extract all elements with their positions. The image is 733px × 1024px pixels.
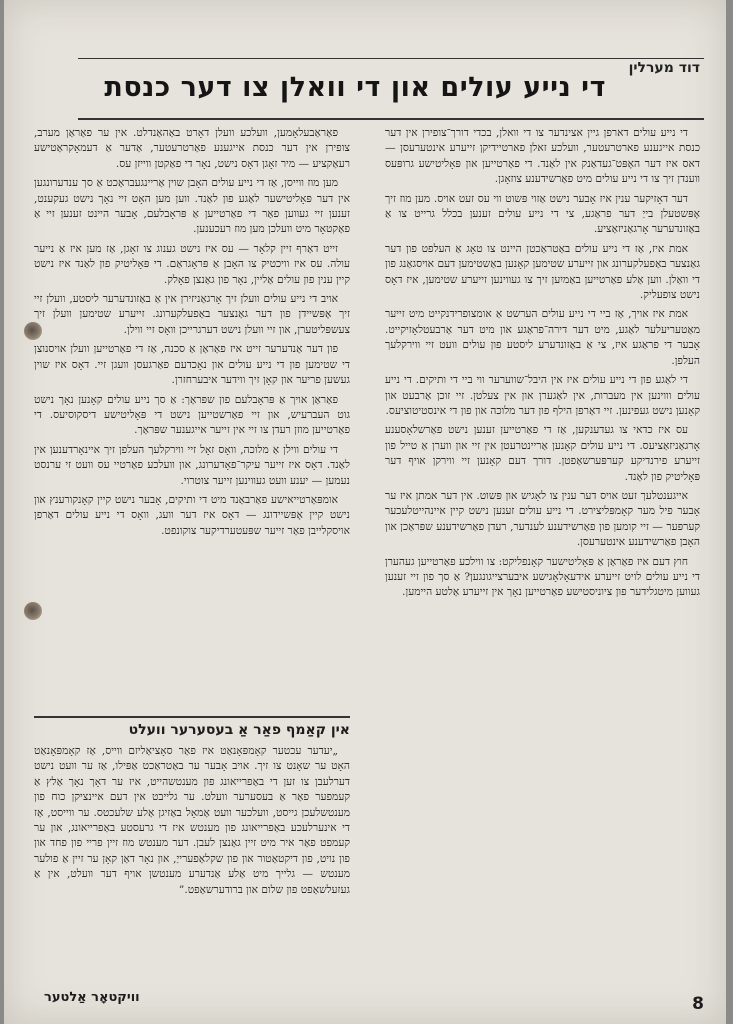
newspaper-page: [4, 0, 726, 1024]
paragraph: אמת איז, אַז די נייע עולים באַטראַכטן היינט צו טאָג אַ העלפט פון דער גאַנצער באַפעלקערונג און זייערע שטימען קאָנען באַשטימען דעם אויסגאַנג פון די וואַלן. ווען אַלע פאַרטייען באַמיִען זיך צו געווינען זייערע שטימען, איז דאָס נישט צופעליק.: [385, 242, 700, 302]
section-divider: [34, 716, 350, 718]
author-name: דוד מערלין: [628, 60, 700, 76]
punch-hole: [24, 322, 42, 340]
right-text-column: [385, 126, 700, 984]
paragraph: די לאַגע פון די נייע עולים איז אין היבל־שווערער ווי ביי די ותיקים. די נייע עולים וווינען אין מעברות, אין לאַגערן און אין צעלטן. זיי זוכן אַרבעט און קאָנען נישט געפינען. זיי דאַרפן הילף פון דער מלוכה און פון די אינסטיטוציעס.: [385, 374, 700, 417]
sidebar-article-body: [34, 744, 350, 994]
header-bottom-rule: [78, 118, 704, 120]
paragraph: דער דאָזיקער ענין איז אָבער נישט אַזוי פּשוט ווי עס זעט אויס. מען מוז זיך אָפּשטעלן בייַ דער פראַגע, צי די נייע עולים זענען בכלל גרייט צו אַ באַזונדערער אָרגאַניזאַציע.: [385, 192, 700, 236]
sidebar-article-signature: וויקטאָר אַלטער: [44, 990, 140, 1005]
paragraph: מען מוז ווייסן, אַז די נייע עולים האָבן שוין אַריינגעבראַכט אַ סך ענדערונגען אין דער פּאָליטישער לאַגע פון לאַנד. ווען מען האָט זיי נאָך נישט געקענט, זענען זיי געווען פאַר די פאַרטייען אַ פּראָבלעם, אָבער היינט זענען זיי אַ פאַקטאָר מיט וועלכן מען מוז רעכענען.: [34, 177, 350, 236]
paragraph: די עולים ווילן אַ מלוכה, וואָס זאָל זיי ווירקלעך העלפן זיך איינאָרדענען אין לאַנד. דאָס איז זייער עיקר־פאָדערונג, און וועלכע פאַרטיי עס וועט זי ערנסט נעמען — יענע וועט געווינען זייער צוטרוי.: [34, 443, 350, 487]
paragraph: עס איז כדאי צו געדענקען, אַז די פאַרטייען זענען נישט פאַרשלאָסענע אָרגאַניזאַציעס. די נייע עולים קאָנען אַריינטרעטן אין זיי און ווערן אַ טייל פון זייערע פירנדיקע קערפּערשאַפטן. דורך דעם קאָנען זיי ווירקן אויף דער פּאָליטיק פון לאַנד.: [385, 424, 700, 483]
left-text-column: [34, 126, 350, 712]
sidebar-article-title: אין קאַמף פאַר אַ בעסערער וועלט: [128, 722, 350, 738]
paragraph: אייגענטלעך זעט אויס דער ענין צו לאָגיש און פּשוט. אין דער אמתן איז ער אָבער פיל מער קאָמפּליצירט. די נייע עולים זענען נישט קיין איינהייטלעכער קערפּער — זיי קומען פון פאַרשידענע לענדער, רעדן פאַרשידענע שפּראַכן און האָבן פאַרשידענע אינטערעסן.: [385, 489, 700, 549]
punch-hole: [24, 602, 42, 620]
paragraph: פאַראַן אויך אַ פּראָבלעם פון שפּראַך: אַ סך נייע עולים קאָנען נאָך נישט גוט העברעיש, און זיי פאַרשטייען נישט די פּאָליטישע דיסקוסיעס. די פאַרטייען מוזן רעדן צו זיי אין זייער אייגענער שפּראַך.: [34, 393, 350, 437]
sidebar-paragraph: „יעדער עכטער קאָמפּאָנאַט איז פאַר סאָציאַליזם ווייס, אַז קאָמפּאָנאַט האָט ער שאָנט צו זיך. אויב אָבער ער באַטראַכט אַפּילו, אַז ער וועט נישט דערלעבן צו זען די באַפרייאונג פון מענטשהייט, איז ער דאָך נאָך אַלץ אַ קעמפער פאַר אַ בעסערער וועלט. ער גלייבט אין דעם איינציקן כוח פון מענטשלעכן גייסט, וועלכער וועט אַמאָל באַזיגן אַלע שלעכטס. ער ווייסט, אַז די אינערלעכע באַפרייאונג פון מענטש איז די גרעסטע באַפרייאונג, און ער קעמפט פאַר איר מיט זיין גאַנצן לעבן. דער מענטש מוז זיין פריי פון פחד און פון נויט, פון דיקטאַטור און פון שקלאַפערייַ, און נאָר דאַן קאָן ער זיין אַ פולער מענטש — גלייך מיט אַלע אַנדערע מענטשן אויף דער וועלט, אין אַ געזעלשאַפט פון שלום און ברודערשאַפט.”: [34, 745, 350, 896]
paragraph: פון דער אַנדערער זייט איז פאַראַן אַ סכנה, אַז די פאַרטייען וועלן אויסנוצן די שטימען פון די נייע עולים און נאָכדעם פאַרגעסן וועגן זיי. דאָס איז שוין געשען פריער און קאָן זיך ווידער איבערחזרן.: [34, 343, 350, 387]
paragraph: אויב די נייע עולים וועלן זיך אָרגאַניזירן אין אַ באַזונדערער ליסטע, וועלן זיי זיך אָפּשיידן פון דער גאַנצער באַפעלקערונג. זייערע שטימען וועלן זיך צעשפּליטערן, און זיי וועלן נישט דערגרייכן וואָס זיי ווילן.: [34, 293, 350, 336]
paragraph: זייט דאַרף זיין קלאָר — עס איז נישט גענוג צו זאָגן, אַז מען איז אַ נייער עולה. עס איז וויכטיק צו האָבן אַ פּראָגראַם. די פּאָליטיק פון לאַנד איז נישט קיין ענין פון עולים אַליין, נאָר פון גאַנצן פאָלק.: [34, 242, 350, 286]
paragraph: אמת איז אויך, אַז ביי די נייע עולים הערשט אַ אומצופרידנקייט מיט זייער מאַטעריעלער לאַגע, מיט דער דירה־פראַגע און מיט דער אַרבעטלאָזיקייט. אָבער די פראַגע איז, צי אַ באַזונדערע ליסטע פון עולים וועט זיי ווירקלעך העלפן.: [385, 308, 700, 367]
paragraph: פאַראַבעלאָמען, וועלכע וועלן דאָרט באַהאַנדלט. אין ער פאַראַן מערב, צופירן אין דער כנסת אייגענע פאַרטרעטער, אַדער אַ דעמאָקראַטישע רעאַקציע — מיר זאָגן דאָס נישט, נאָר די פאַקטן ווייזן עס.: [34, 127, 350, 170]
header-top-rule: [78, 58, 704, 59]
page-number: 8: [692, 994, 704, 1014]
article-headline: די נייע עולים און די וואלן צו דער כנסת: [104, 72, 606, 103]
paragraph: חוץ דעם איז פאַראַן אַ פּאָליטישער קאָנפליקט: צו ווילכע פאַרטייען געהערן די נייע עולים לויט זייערע אידעאָלאָגישע איבערצייגונגען? אַ סך פון זיי זענען געווען מיטגלידער פון ציוניסטישע פאַרטייען נאָך אין זייערע אַלטע היימען.: [385, 555, 700, 599]
paragraph: די נייע עולים דארפן גיין אצינדער צו די וואלן, בכדי דורך־צופירן אין דער כנסת אייגענע פארטרעטער, וועלכע זאלן פארטיידיקן זייערע אינטערעסן — דאס איז דער האָפּט־געדאַנק אין לאַנד. די פאַרטייען און פּאָליטישע גרופּעס ווענדן זיך צו די נייע עולים מיט פאַרשידענע צוזאָגן.: [385, 127, 700, 186]
paragraph: אומפּאַרטייאישע פאַרבאַנד מיט די ותיקים, אָבער נישט קיין קאָנקורענץ און נישט קיין אָפּשיידונג — דאָס איז דער וועג, וואָס די נייע עולים דאַרפן אויסקלייבן פאַר זייער שפּעטערדיקער צוקונפט.: [34, 493, 350, 537]
